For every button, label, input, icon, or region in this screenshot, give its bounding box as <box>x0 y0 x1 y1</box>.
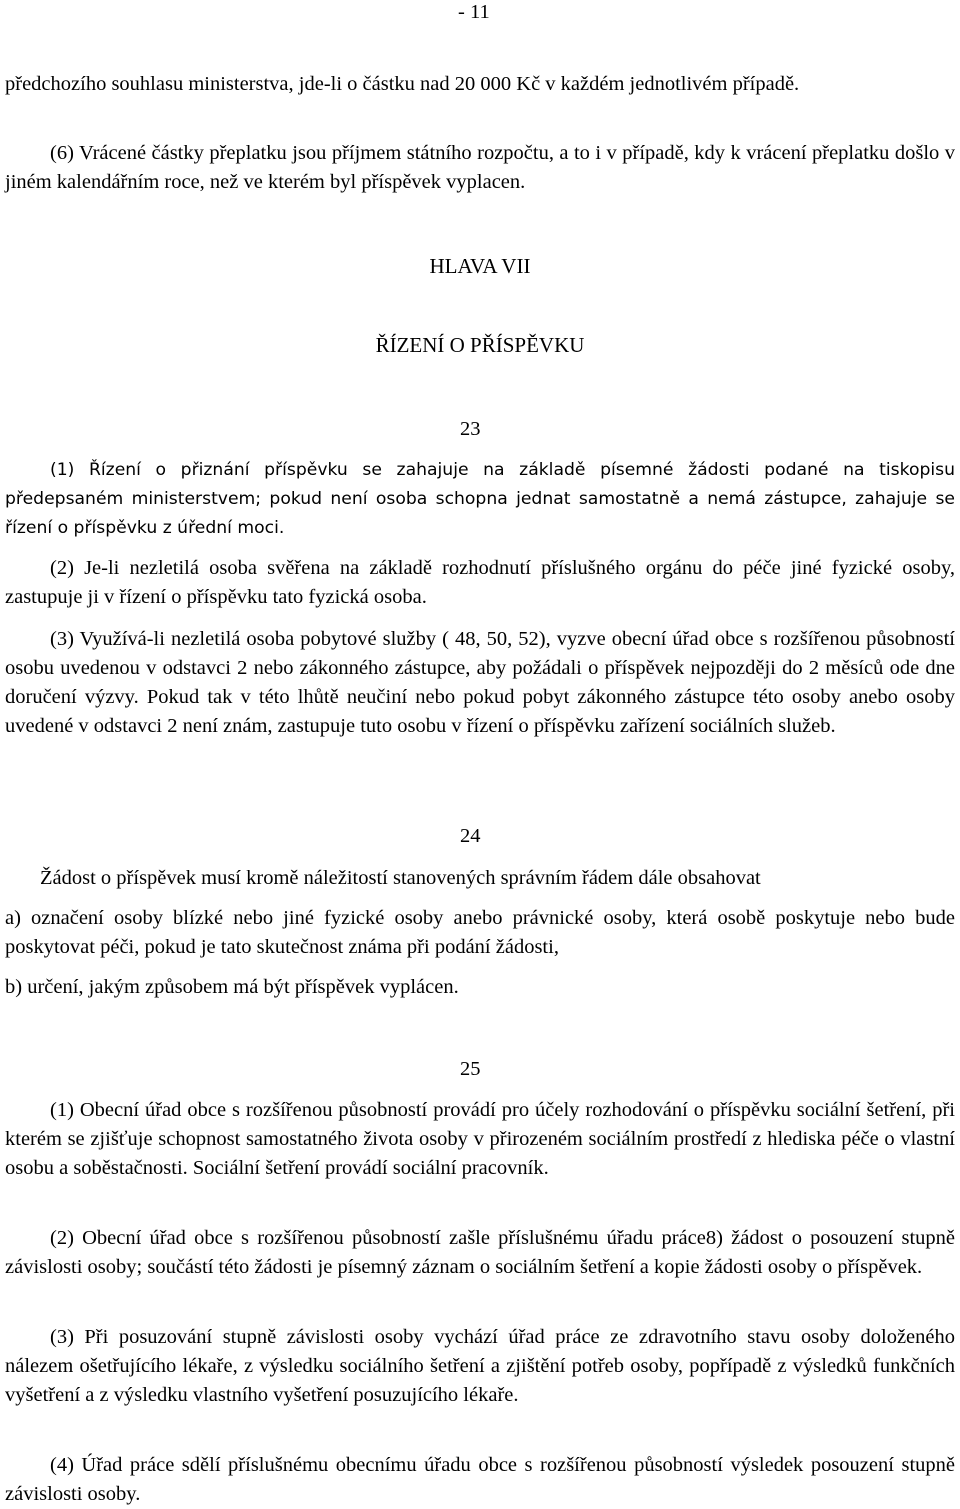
chapter-title: ŘÍZENÍ O PŘÍSPĚVKU <box>375 333 585 357</box>
section-25-paragraph-1: (1) Obecní úřad obce s rozšířenou působností provádí pro účely rozhodování o příspěvku sociální šetření, při kterém se zjišťuje schopnost samostatného života osoby v přirozeném sociálním prostředí z hlediska péče o vlastní osobu a soběstačnosti. Sociální šetření provádí sociální pracovník. <box>5 1099 955 1179</box>
section-25-number: 25 <box>460 1058 481 1080</box>
section-23-paragraph-1: (1) Řízení o přiznání příspěvku se zahajuje na základě písemné žádosti podané na tiskopisu předepsaném ministerstvem; pokud není osoba schopna jednat samostatně a nemá zástupce, zahajuje se řízení o příspěvku z úřední moci. <box>5 460 955 538</box>
section-24-heading <box>460 822 481 851</box>
section-24-number: 24 <box>460 825 481 847</box>
section-25-paragraph-3: (3) Při posuzování stupně závislosti osoby vychází úřad práce ze zdravotního stavu osoby doloženého nálezem ošetřujícího lékaře, z výsledku sociálního šetření a zjištění potřeb osoby, popřípadě z výsledků funkčních vyšetření a z výsledku vlastního vyšetření posuzujícího lékaře. <box>5 1326 955 1406</box>
section-25-paragraph-2: (2) Obecní úřad obce s rozšířenou působností zašle příslušnému úřadu práce8) žádost o posouzení stupně závislosti osoby; součástí této žádosti je písemný záznam o sociálním šetření a kopie žádosti osoby o příspěvek. <box>5 1227 955 1278</box>
section-23-heading <box>460 415 481 444</box>
section-23-paragraph-2: (2) Je-li nezletilá osoba svěřena na základě rozhodnutí příslušného orgánu do péče jiné fyzické osoby, zastupuje ji v řízení o příspěvku tato fyzická osoba. <box>5 557 955 608</box>
section-23-paragraph-3: (3) Využívá-li nezletilá osoba pobytové služby ( 48, 50, 52), vyzve obecní úřad obce s rozšířenou působností osobu uvedenou v odstavci 2 nebo zákonného zástupce, aby požádali o příspěvek nejpozději do 2 měsíců ode dne doručení výzvy. Pokud tak v této lhůtě neučiní nebo pokud pobyt zákonného zástupce této osoby anebo osoby uvedené v odstavci 2 není znám, zastupuje tuto osobu v řízení o příspěvku zařízení sociálních služeb. <box>5 628 955 737</box>
page-number: - 11 <box>458 1 490 23</box>
section-24-item-a: a) označení osoby blízké nebo jiné fyzické osoby anebo právnické osoby, která osobě poskytuje nebo bude poskytovat péči, pokud je tato skutečnost známa při podání žádosti, <box>5 907 955 958</box>
section-24-lead: Žádost o příspěvek musí kromě náležitostí stanovených správním řádem dále obsahovat <box>40 867 761 889</box>
section-24-item-b: b) určení, jakým způsobem má být příspěvek vyplácen. <box>5 976 459 998</box>
section-25-heading <box>460 1055 481 1084</box>
chapter-number: HLAVA VII <box>429 254 531 278</box>
paragraph-continuation: předchozího souhlasu ministerstva, jde-li o částku nad 20 000 Kč v každém jednotlivém případě. <box>5 73 800 95</box>
section-23-number: 23 <box>460 418 481 440</box>
section-25-paragraph-4: (4) Úřad práce sdělí příslušnému obecnímu úřadu obce s rozšířenou působností výsledek posouzení stupně závislosti osoby. <box>5 1454 955 1505</box>
paragraph-6: (6) Vrácené částky přeplatku jsou příjmem státního rozpočtu, a to i v případě, kdy k vrácení přeplatku došlo v jiném kalendářním roce, než ve kterém byl příspěvek vyplacen. <box>5 142 955 193</box>
